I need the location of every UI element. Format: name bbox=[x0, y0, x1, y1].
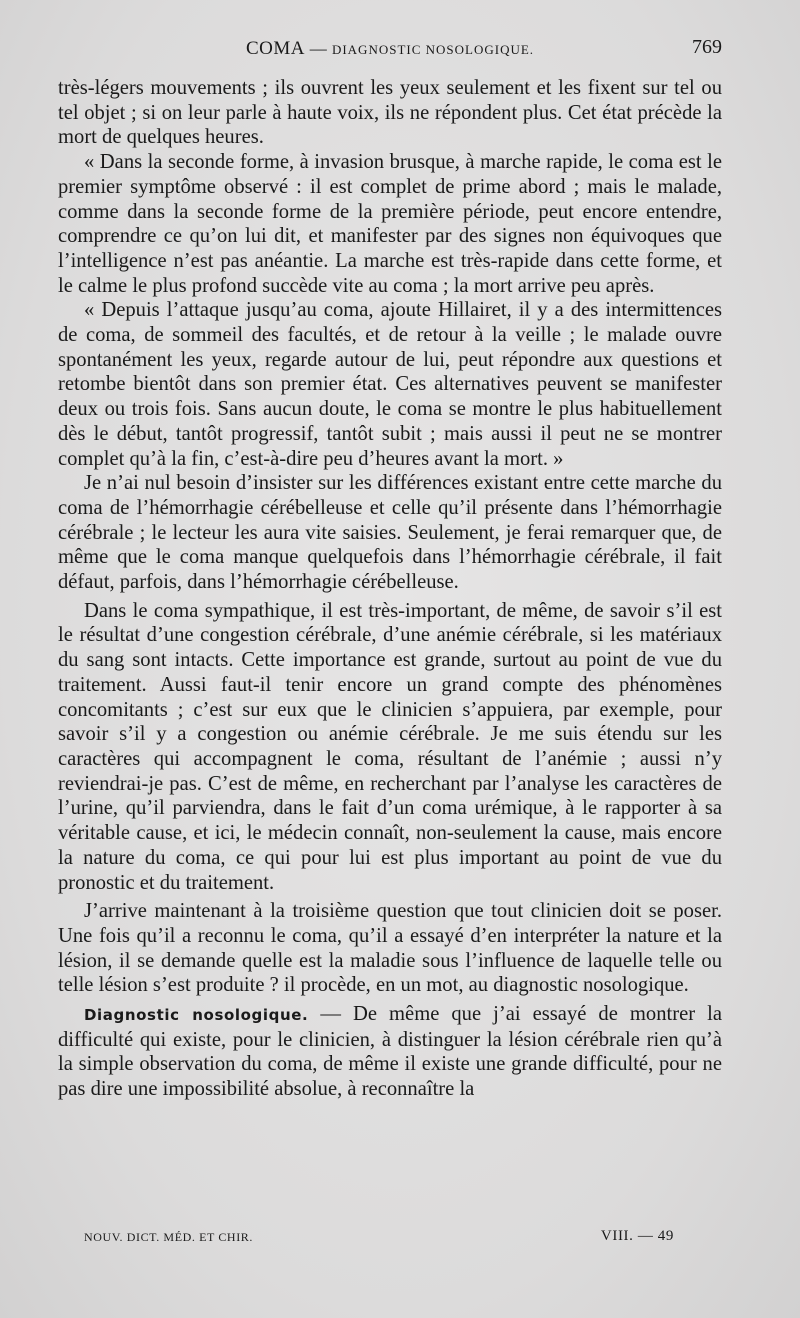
running-head-sub: DIAGNOSTIC NOSOLOGIQUE. bbox=[331, 42, 535, 57]
running-head-title bbox=[58, 38, 722, 60]
running-head bbox=[58, 38, 722, 64]
body-text bbox=[58, 76, 722, 1102]
paragraph: Je n’ai nul besoin d’insister sur les différences existant entre cette marche du coma de l’hémorrhagie cérébelleuse et celle qu’il présente dans l’hémorrhagie cérébrale ; le lecteur les aura vite saisies. Seulement, je ferai remarquer que, de même que le coma manque quelquefois dans l’hémorrhagie cérébrale, il fait défaut, parfois, dans l’hémorrhagie cérébelleuse. bbox=[58, 472, 722, 594]
paragraph: Dans le coma sympathique, il est très-important, de même, de savoir s’il est le résultat d’une congestion cérébrale, d’une anémie cérébrale, si les matériaux du sang sont intacts. Cette importance est grande, surtout au point de vue du traitement. Aussi faut-il tenir encore un grand compte des phénomènes concomitants ; c’est sur eux que le clinicien s’appuiera, par exemple, pour savoir s’il y a congestion ou anémie cérébrale. Je me suis étendu sur les caractères qui accompagnent le coma, résultant de l’anémie ; aussi n’y reviendrai-je pas. C’est de même, en recherchant par l’analyse les caractères de l’urine, qu’il parviendra, dans le fait d’un coma urémique, à le rapporter à sa véritable cause, et ici, le médecin connaît, non-seulement la cause, mais encore la nature du coma, ce qui pour lui est plus important au point de vue du pronostic et du traitement. bbox=[58, 599, 722, 894]
page-footer bbox=[84, 1230, 674, 1250]
paragraph: très-légers mouvements ; ils ouvrent les yeux seulement et les fixent sur tel ou tel objet ; si on leur parle à haute voix, ils ne répondent plus. Cet état précède la mort de quelques heures. bbox=[58, 77, 722, 149]
running-head-main: COMA bbox=[245, 38, 305, 59]
footer-signature: NOUV. DICT. MÉD. ET CHIR. bbox=[84, 1230, 254, 1244]
section-paragraph bbox=[58, 1002, 722, 1102]
footer-volume: VIII. — 49 bbox=[600, 1228, 674, 1244]
section-heading: Diagnostic nosologique. bbox=[84, 1006, 309, 1025]
section-body: — De même que j’ai essayé de montrer la difficulté qui existe, pour le clinicien, à distinguer la lésion cérébrale rien qu’à la simple observation du coma, de même il existe une grande difficulté, pour ne pas dire une impossibilité absolue, à reconnaître la bbox=[58, 1003, 722, 1101]
paragraph: J’arrive maintenant à la troisième question que tout clinicien doit se poser. Une fois qu’il a reconnu le coma, qu’il a essayé d’en interpréter la nature et la lésion, il se demande quelle est la maladie sous l’influence de laquelle telle ou telle lésion s’est produite ? il procède, en un mot, au diagnostic nosologique. bbox=[58, 900, 722, 997]
page-number: 769 bbox=[692, 36, 722, 58]
paragraph: « Depuis l’attaque jusqu’au coma, ajoute Hillairet, il y a des intermittences de coma, de sommeil des facultés, et de retour à la veille ; le malade ouvre spontanément les yeux, regarde autour de lui, peut répondre aux questions et retombe bientôt dans son premier état. Ces alternatives peuvent se manifester deux ou trois fois. Sans aucun doute, le coma se montre le plus habituellement dès le début, tantôt progressif, tantôt subit ; mais aussi il peut ne se montrer complet qu’à la fin, c’est-à-dire peu d’heures avant la mort. » bbox=[58, 299, 722, 470]
running-head-dash: — bbox=[304, 39, 332, 58]
paragraph: « Dans la seconde forme, à invasion brusque, à marche rapide, le coma est le premier symptôme observé : il est complet de prime abord ; mais le malade, comme dans la seconde forme de la première période, peut encore entendre, comprendre ce qu’on lui dit, et manifester par des signes non équivoques que l’intelligence n’est pas anéantie. La marche est très-rapide dans cette forme, et le calme le plus profond succède vite au coma ; la mort arrive peu après. bbox=[58, 151, 722, 297]
